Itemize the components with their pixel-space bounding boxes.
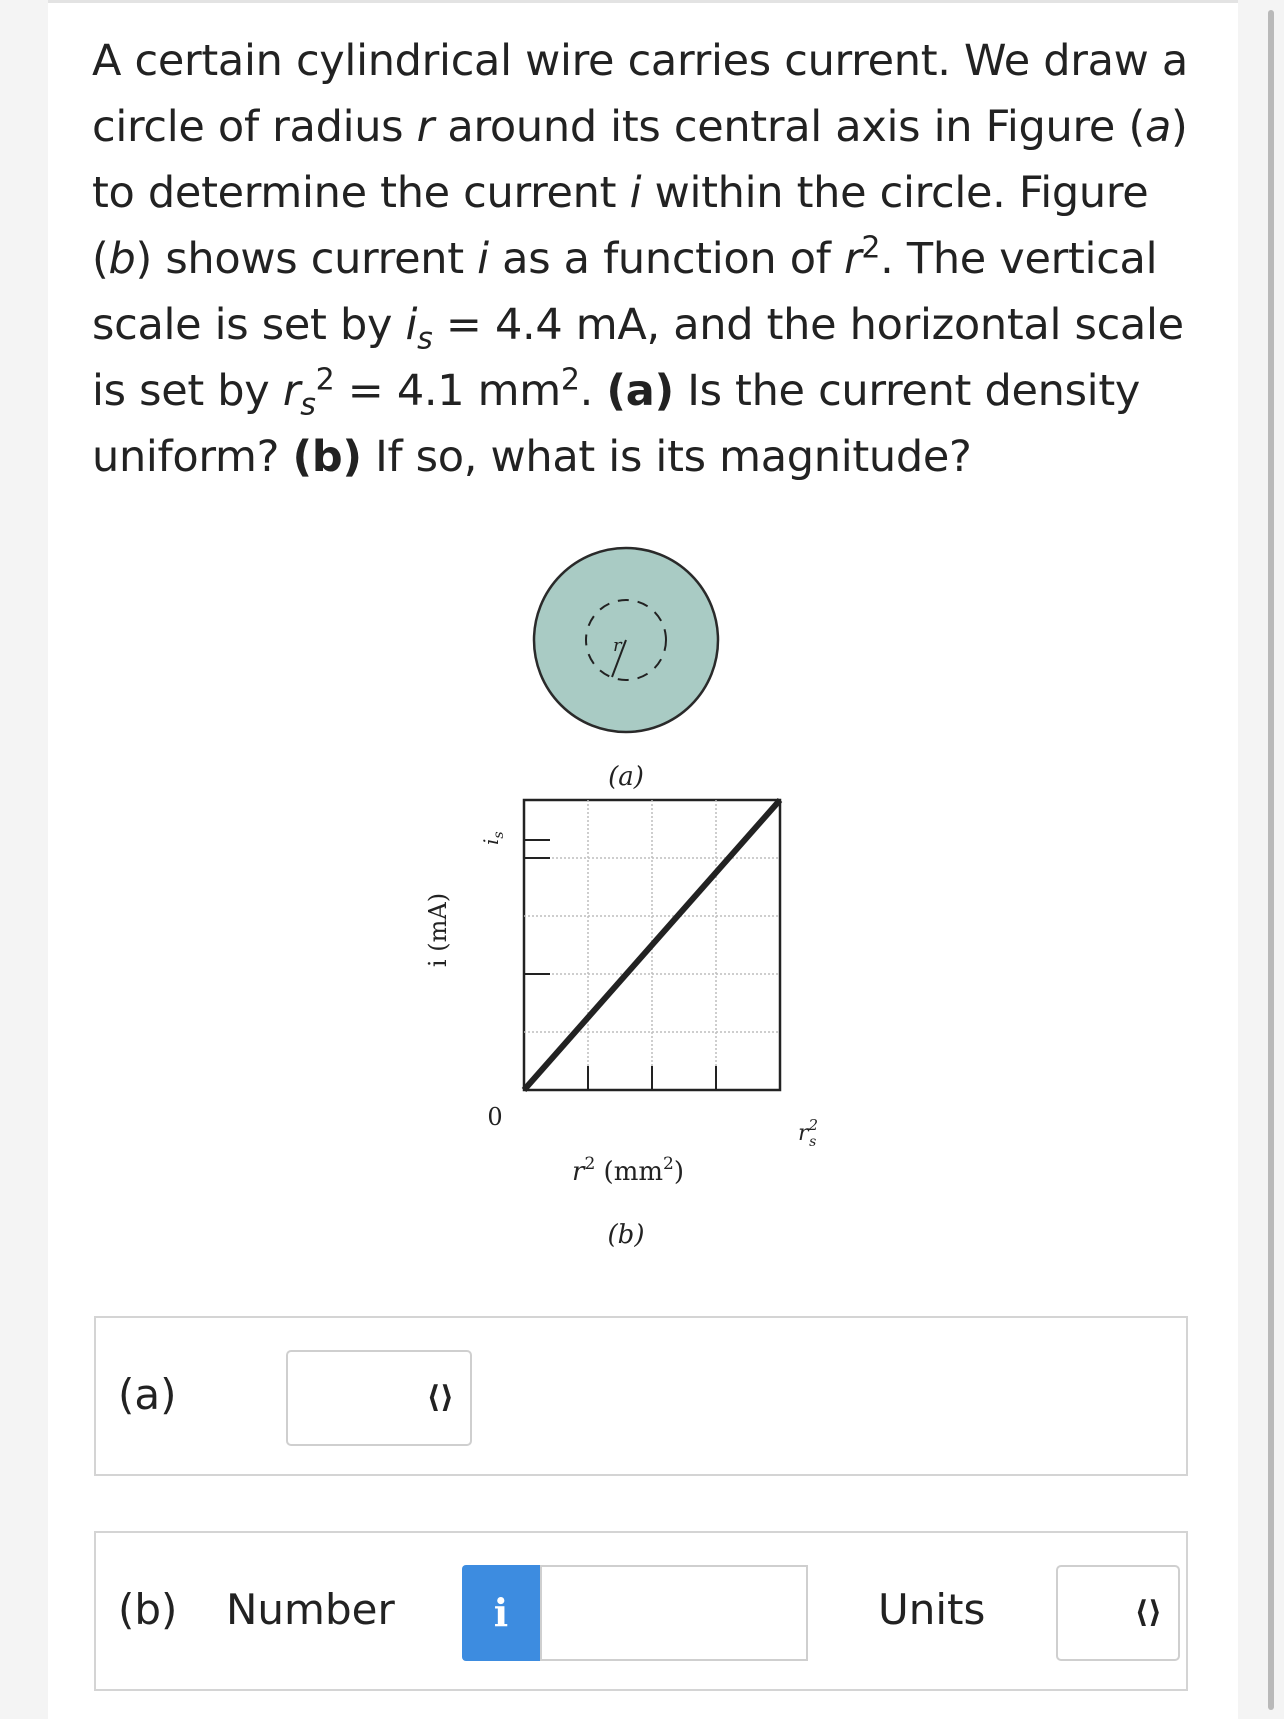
answer-box-a	[94, 1316, 1188, 1476]
question-text: A certain cylindrical wire carries current. We draw a circle of radius r around its central axis in Figure (a) to determine the current i within the circle. Figure (b) shows current i as a function of $r^2$. The vertical scale is set by $i_s = 4.4$ mA, and the horizontal scale is set by $r_s^2 = 4.1$ $mm^2$. (a) Is the current density uniform? (b) If so, what is its magnitude?	[92, 36, 1188, 482]
chevron-updown-icon: ⟨⟩	[1134, 1595, 1162, 1630]
graph-b	[524, 800, 780, 1090]
info-icon[interactable]: i	[462, 1565, 540, 1661]
number-label: Number	[226, 1585, 395, 1634]
answer-box-b	[94, 1531, 1188, 1691]
part-a-select[interactable]	[286, 1350, 472, 1446]
page-margin-right	[1238, 0, 1284, 1719]
y-tick-is: $i_s$	[479, 831, 507, 845]
scrollbar[interactable]	[1268, 10, 1274, 1710]
x-axis-label: $r^2$ $(mm^2)$	[572, 1154, 684, 1187]
units-select[interactable]	[1056, 1565, 1180, 1661]
x-tick-rs2: $r^2$ s	[798, 1116, 819, 1150]
page-margin-left	[0, 0, 48, 1719]
number-input[interactable]	[540, 1565, 808, 1661]
caption-b: (b)	[607, 1220, 645, 1250]
part-b-label: (b)	[118, 1585, 178, 1634]
units-label: Units	[878, 1585, 986, 1634]
figure	[400, 515, 860, 1275]
circle-radius-label: r	[613, 635, 622, 656]
y-axis-label: i (mA)	[424, 892, 452, 968]
caption-a: (a)	[608, 762, 644, 792]
figure-svg	[400, 515, 860, 1275]
chevron-updown-icon: ⟨⟩	[426, 1380, 454, 1415]
top-divider	[48, 0, 1238, 3]
origin-tick-label: 0	[487, 1103, 503, 1131]
part-a-label: (a)	[118, 1370, 177, 1419]
